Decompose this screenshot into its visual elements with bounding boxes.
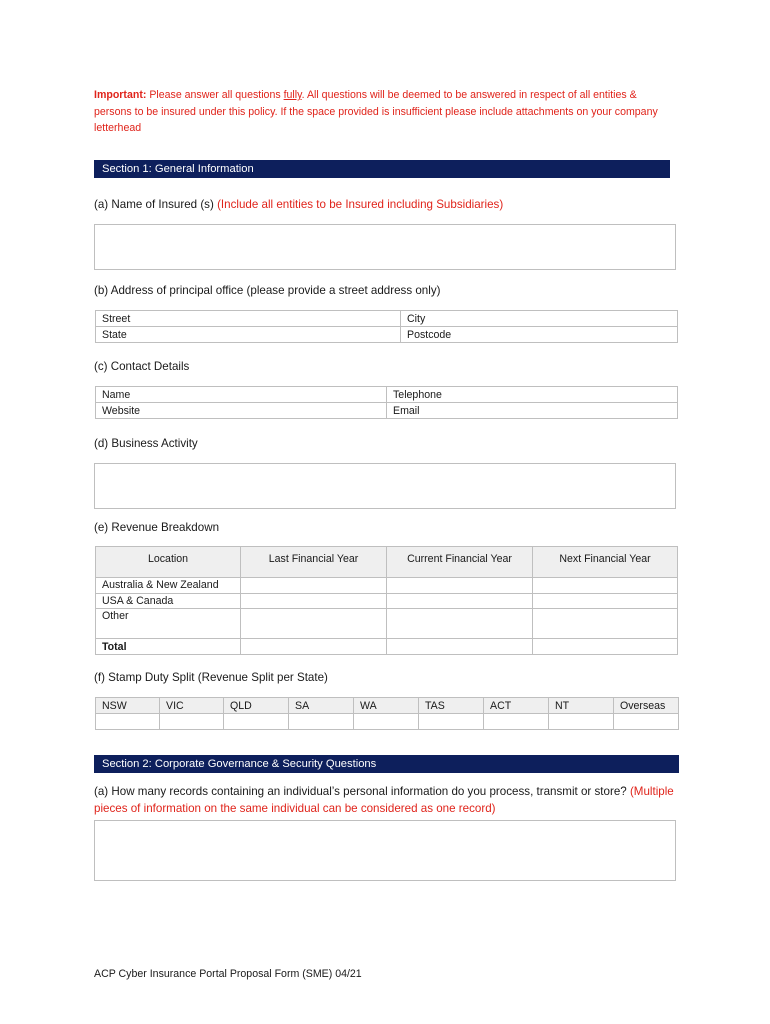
question-e-label: (e) Revenue Breakdown: [94, 521, 220, 534]
important-emphasis: fully: [283, 89, 302, 101]
important-text-1: Please answer all questions: [146, 89, 284, 101]
revenue-row-label: Other: [96, 609, 241, 639]
street-label: Street: [102, 312, 131, 325]
revenue-header-last-year: Last Financial Year: [241, 547, 387, 578]
stamp-header-sa: SA: [289, 698, 354, 714]
revenue-cell[interactable]: [387, 609, 533, 639]
table-row: [96, 714, 679, 730]
footer-text: ACP Cyber Insurance Portal Proposal Form (SME) 04/21: [94, 968, 362, 980]
telephone-label: Telephone: [393, 388, 442, 401]
section-2-question-a: [94, 783, 684, 817]
question-f-label: (f) Stamp Duty Split (Revenue Split per State): [94, 671, 328, 684]
stamp-cell[interactable]: [614, 714, 679, 730]
stamp-cell[interactable]: [160, 714, 224, 730]
revenue-cell[interactable]: [241, 593, 387, 609]
question-b-label: (b) Address of principal office (please provide a street address only): [94, 284, 441, 297]
street-field[interactable]: [96, 311, 401, 327]
stamp-header-overseas: Overseas: [614, 698, 679, 714]
revenue-cell[interactable]: [387, 593, 533, 609]
stamp-header-qld: QLD: [224, 698, 289, 714]
section-1-header: Section 1: General Information: [94, 160, 670, 178]
personal-records-count-field[interactable]: [94, 820, 676, 881]
postcode-label: Postcode: [407, 328, 452, 341]
contact-table: [95, 386, 678, 419]
stamp-duty-table: [95, 697, 679, 730]
question-a-label: (a) Name of Insured (s): [94, 198, 218, 211]
revenue-cell[interactable]: [533, 639, 678, 655]
stamp-header-nt: NT: [549, 698, 614, 714]
revenue-row-label: Australia & New Zealand: [96, 578, 241, 594]
stamp-header-wa: WA: [354, 698, 419, 714]
website-label: Website: [102, 404, 141, 417]
email-field[interactable]: [387, 403, 678, 419]
revenue-total-label: Total: [96, 639, 241, 655]
business-activity-field[interactable]: [94, 463, 676, 509]
name-of-insured-field[interactable]: [94, 224, 676, 270]
stamp-header-tas: TAS: [419, 698, 484, 714]
revenue-cell[interactable]: [387, 578, 533, 594]
revenue-cell[interactable]: [387, 639, 533, 655]
revenue-cell[interactable]: [241, 609, 387, 639]
question-a-note: (Include all entities to be Insured including Subsidiaries): [217, 198, 504, 211]
question-d-label: (d) Business Activity: [94, 437, 198, 450]
revenue-header-location: Location: [96, 547, 241, 578]
website-field[interactable]: [96, 403, 387, 419]
telephone-field[interactable]: [387, 387, 678, 403]
table-row: [96, 578, 678, 594]
stamp-cell[interactable]: [96, 714, 160, 730]
important-lead: Important:: [94, 89, 147, 101]
section-2-question-a-label: (a) How many records containing an individual’s personal information do you process, transmit or store?: [94, 785, 630, 798]
postcode-field[interactable]: [401, 327, 678, 343]
contact-name-label: Name: [102, 388, 131, 401]
revenue-cell[interactable]: [533, 609, 678, 639]
stamp-cell[interactable]: [549, 714, 614, 730]
revenue-cell[interactable]: [241, 639, 387, 655]
section-2-header: Section 2: Corporate Governance & Security Questions: [94, 755, 679, 773]
revenue-cell[interactable]: [533, 578, 678, 594]
revenue-cell[interactable]: [533, 593, 678, 609]
contact-name-field[interactable]: [96, 387, 387, 403]
state-label: State: [102, 328, 127, 341]
revenue-cell[interactable]: [241, 578, 387, 594]
stamp-header-vic: VIC: [160, 698, 224, 714]
email-label: Email: [393, 404, 420, 417]
city-field[interactable]: [401, 311, 678, 327]
stamp-cell[interactable]: [289, 714, 354, 730]
revenue-header-next-year: Next Financial Year: [533, 547, 678, 578]
revenue-header-current-year: Current Financial Year: [387, 547, 533, 578]
stamp-cell[interactable]: [484, 714, 549, 730]
important-text-2: . All questions will be deemed to be answered in respect of all entities & persons to be insured under this policy. If the space provided is insufficient please include attachments on your company letterhead: [94, 89, 658, 134]
state-field[interactable]: [96, 327, 401, 343]
stamp-cell[interactable]: [354, 714, 419, 730]
city-label: City: [407, 312, 426, 325]
question-c-label: (c) Contact Details: [94, 360, 190, 373]
section-2-question-a-note: (Multiple pieces of information on the same individual can be considered as one record): [94, 785, 674, 815]
stamp-header-act: ACT: [484, 698, 549, 714]
stamp-cell[interactable]: [224, 714, 289, 730]
important-notice: [94, 87, 664, 137]
table-row: [96, 593, 678, 609]
stamp-cell[interactable]: [419, 714, 484, 730]
stamp-header-nsw: NSW: [96, 698, 160, 714]
table-row: [96, 609, 678, 639]
revenue-row-label: USA & Canada: [96, 593, 241, 609]
question-a-name-of-insured: [94, 198, 503, 211]
address-table: [95, 310, 678, 343]
revenue-table: [95, 546, 678, 655]
table-row-total: [96, 639, 678, 655]
